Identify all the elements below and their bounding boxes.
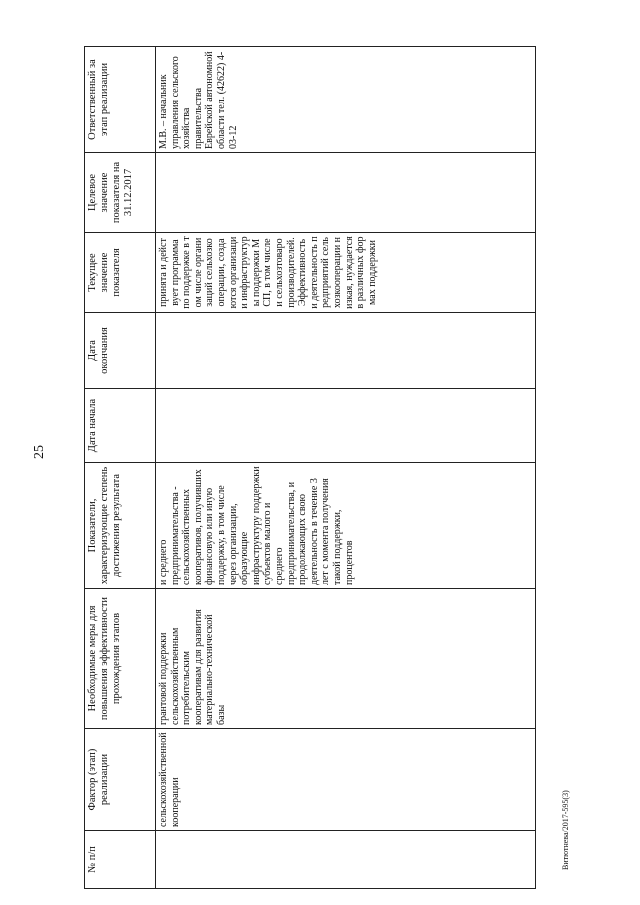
measures-table: [84, 46, 536, 889]
footer-document-code: Витютнева/2017-595(3): [561, 790, 570, 870]
table-row: [156, 47, 536, 889]
cell-start-date: [156, 389, 536, 463]
header-measures: Необходимые меры для повышения эффективности прохождения этапов: [85, 589, 156, 729]
header-start-date: Дата начала: [85, 389, 156, 463]
header-indicators: Показатели, характеризующие степень достижения результата: [85, 463, 156, 589]
header-target-value: Целевое значение показателя на 31.12.2017: [85, 153, 156, 233]
cell-num: [156, 831, 536, 889]
header-num: № п/п: [85, 831, 156, 889]
header-end-date: Дата окончания: [85, 313, 156, 389]
page-number: 25: [32, 445, 47, 459]
document-table-rotated: [84, 47, 536, 889]
header-factor: Фактор (этап) реализации: [85, 729, 156, 831]
cell-measures: грантовой поддержки сельскохозяйственным потребительским кооперативам для развития материально-технической базы: [156, 589, 536, 729]
cell-target-value: [156, 153, 536, 233]
cell-factor: сельскохозяйственной кооперации: [156, 729, 536, 831]
cell-responsible: М.В. – начальник управления сельского хозяйства правительства Еврейской автономной области тел. (42622) 4-03-12: [156, 47, 536, 153]
cell-indicators: и среднего предпринимательства - сельскохозяйственных кооперативов, получивших финансовую или иную поддержку, в том числе через организации, образующие инфраструктуру поддержки субъектов малого и среднего предпринимательства, и продолжающих свою деятельность в течение 3 лет с момента получения такой поддержки, процентов: [156, 463, 536, 589]
table-header-row: [85, 47, 156, 889]
cell-current-value: принята и действует программа по поддержке в том числе организаций сельхозкооперации, создаются организации инфраструктуры поддержки МСП, в том числе и сельхозтоваропроизводителей. Эффективность и деятельность предприятий сельхозкооперации низкая, нуждается в различных формах поддержки: [156, 233, 536, 313]
cell-end-date: [156, 313, 536, 389]
header-responsible: Ответственный за этап реализации: [85, 47, 156, 153]
header-current-value: Текущее значение показателя: [85, 233, 156, 313]
